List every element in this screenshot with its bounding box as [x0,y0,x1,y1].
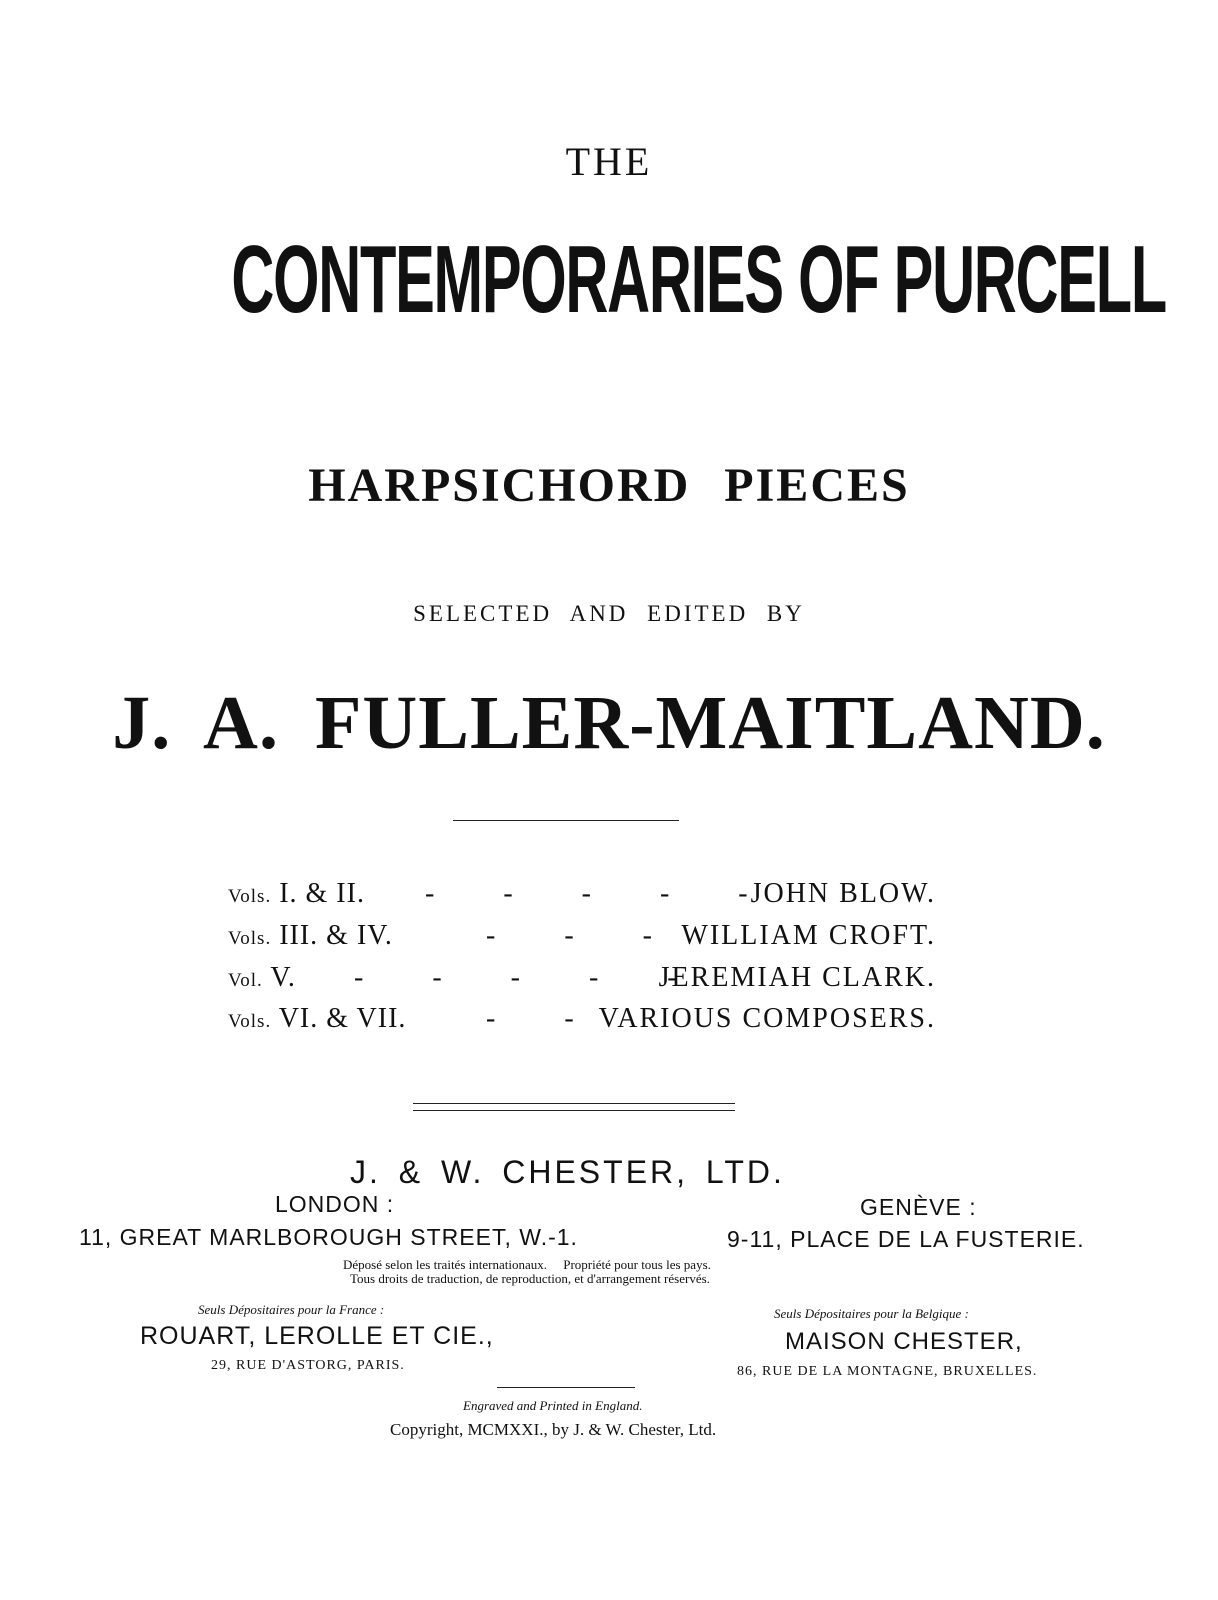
legal-deposit-notice: Déposé selon les traités internationaux. Propriété pour tous les pays. [343,1257,711,1272]
geneve-label: GENÈVE : [860,1194,977,1220]
footer-rule [497,1387,635,1388]
france-agent-name: ROUART, LEROLLE ET CIE., [140,1322,494,1350]
france-agent-label: Seuls Dépositaires pour la France : [198,1302,385,1317]
page-title: CONTEMPORARIES OF PURCELL [231,226,1166,333]
double-rule-bottom [413,1110,735,1111]
volume-label: III. & IV. [279,920,393,951]
volume-label: V. [270,962,296,993]
volume-label-prefix: Vols. [228,928,272,949]
double-rule-top [413,1103,735,1104]
london-label: LONDON : [275,1191,395,1217]
copyright-notice: Copyright, MCMXXI., by J. & W. Chester, Ltd. [390,1420,717,1439]
volume-composer: JOHN BLOW. [750,878,936,909]
volume-label-prefix: Vols. [228,886,272,907]
volume-label-prefix: Vol. [228,970,263,991]
volume-dashes: - - - - - [425,878,748,909]
london-address: 11, GREAT MARLBOROUGH STREET, W.-1. [79,1224,578,1250]
volume-composer: VARIOUS COMPOSERS. [598,1003,936,1034]
france-agent-address: 29, RUE D'ASTORG, PARIS. [211,1358,405,1373]
volume-dashes: - - [486,1003,574,1034]
subtitle: HARPSICHORD PIECES [308,459,910,512]
editor-name: J. A. FULLER-MAITLAND. [112,681,1106,765]
volume-label: I. & II. [279,878,365,909]
title-article: THE [565,139,653,184]
volume-dashes: - - - - - [354,962,677,993]
belgique-agent-name: MAISON CHESTER, [785,1328,1023,1355]
volume-label-prefix: Vols. [228,1011,272,1032]
belgique-agent-label: Seuls Dépositaires pour la Belgique : [774,1306,969,1321]
volume-composer: WILLIAM CROFT. [681,920,936,951]
volume-label: VI. & VII. [278,1003,407,1034]
engraved-notice: Engraved and Printed in England. [463,1398,643,1413]
rights-notice: Tous droits de traduction, de reproduction, et d'arrangement réservés. [350,1271,710,1286]
volume-composer: JEREMIAH CLARK. [658,962,936,993]
divider-rule [453,820,679,821]
geneve-address: 9-11, PLACE DE LA FUSTERIE. [727,1226,1085,1252]
selected-by-line: SELECTED AND EDITED BY [413,601,805,626]
volume-dashes: - - - [486,920,652,951]
belgique-agent-address: 86, RUE DE LA MONTAGNE, BRUXELLES. [737,1364,1038,1379]
publisher-name: J. & W. CHESTER, LTD. [350,1154,785,1190]
